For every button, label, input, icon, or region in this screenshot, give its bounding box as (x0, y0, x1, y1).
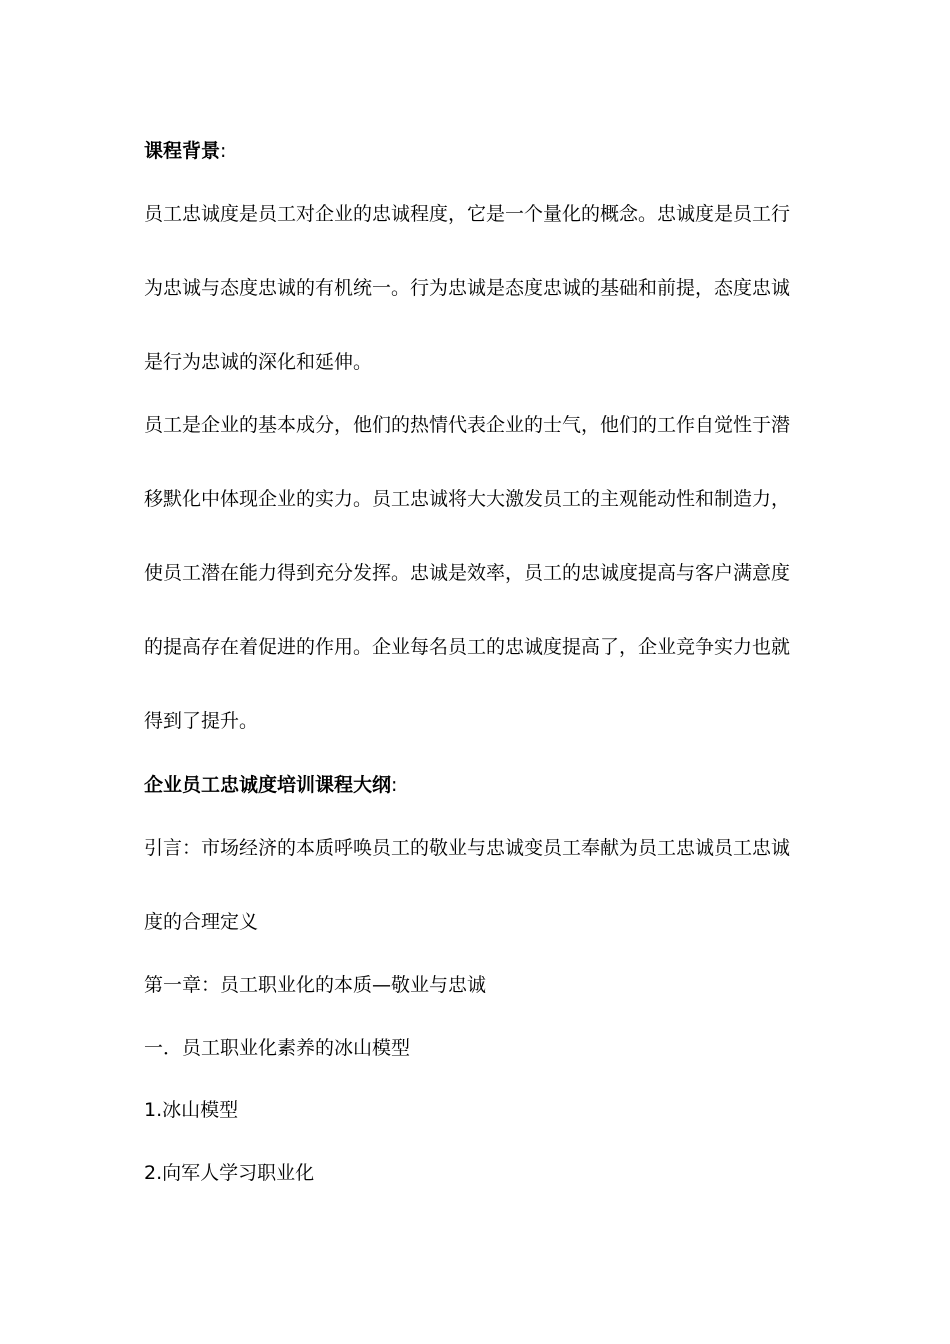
paragraph-line: 度的合理定义 (144, 911, 259, 933)
section-heading-outline (144, 772, 804, 798)
paragraph-line: 员工是企业的基本成分，他们的热情代表企业的士气，他们的工作自觉性于潜 (144, 414, 791, 436)
paragraph-line: 移默化中体现企业的实力。员工忠诚将大大激发员工的主观能动性和制造力， (144, 488, 791, 510)
paragraph-line: 得到了提升。 (144, 710, 259, 732)
paragraph-line: 是行为忠诚的深化和延伸。 (144, 351, 373, 373)
paragraph-line: 的提高存在着促进的作用。企业每名员工的忠诚度提高了，企业竞争实力也就 (144, 636, 791, 658)
chapter-title: 第一章：员工职业化的本质—敬业与忠诚 (144, 974, 487, 996)
outline-item: 一．员工职业化素养的冰山模型 (144, 1037, 411, 1059)
heading-colon: : (220, 140, 227, 162)
section-heading-background (144, 138, 804, 164)
outline-subitem: 2.向军人学习职业化 (144, 1162, 315, 1184)
paragraph-line: 引言：市场经济的本质呼唤员工的敬业与忠诚变员工奉献为员工忠诚员工忠诚 (144, 837, 791, 859)
outline-subitem: 1.冰山模型 (144, 1099, 239, 1121)
heading-text: 企业员工忠诚度培训课程大纲 (144, 774, 392, 796)
paragraph-line: 为忠诚与态度忠诚的有机统一。行为忠诚是态度忠诚的基础和前提，态度忠诚 (144, 277, 791, 299)
heading-text: 课程背景 (144, 140, 221, 162)
heading-colon: : (391, 774, 398, 796)
paragraph-line: 员工忠诚度是员工对企业的忠诚程度，它是一个量化的概念。忠诚度是员工行 (144, 203, 791, 225)
paragraph-line: 使员工潜在能力得到充分发挥。忠诚是效率，员工的忠诚度提高与客户满意度 (144, 562, 791, 584)
